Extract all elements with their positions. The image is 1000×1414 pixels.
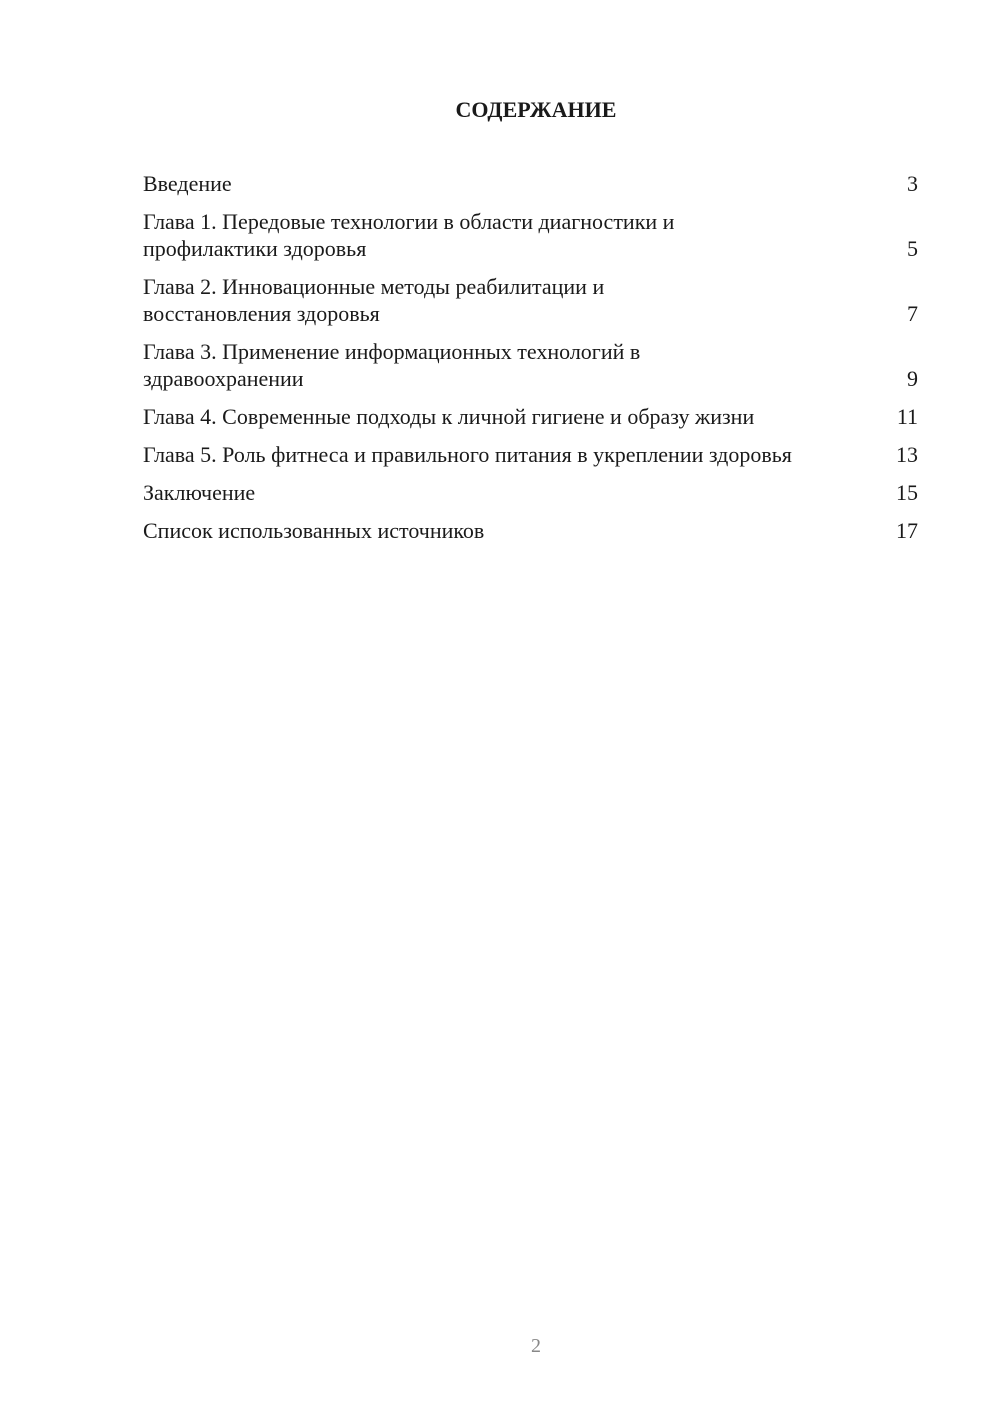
- toc-entry-label: Глава 3. Применение информационных технологий в здравоохранении: [143, 339, 641, 391]
- toc-entry-label: Глава 5. Роль фитнеса и правильного питания в укреплении здоровья: [143, 442, 792, 467]
- page-number: 2: [531, 1335, 541, 1357]
- toc-entry-label: Глава 2. Инновационные методы реабилитации и восстановления здоровья: [143, 274, 605, 326]
- toc-entry-page: 15: [896, 480, 918, 505]
- toc-entry-chapter-5[interactable]: [143, 441, 918, 468]
- toc-entry-label: Заключение: [143, 480, 256, 505]
- toc-entry-label: Введение: [143, 171, 232, 196]
- toc-entry-page: 13: [896, 442, 918, 467]
- toc-entry-page: 7: [907, 301, 918, 326]
- toc-entry-chapter-3[interactable]: [143, 338, 918, 392]
- toc-entry-chapter-4[interactable]: [143, 403, 918, 430]
- toc-entry-introduction[interactable]: [143, 170, 918, 197]
- toc-entry-label: Глава 4. Современные подходы к личной гигиене и образу жизни: [143, 404, 755, 429]
- toc-entry-conclusion[interactable]: [143, 479, 918, 506]
- toc-entry-label: Глава 1. Передовые технологии в области диагностики и профилактики здоровья: [143, 209, 675, 261]
- toc-entry-label: Список использованных источников: [143, 518, 485, 543]
- toc-entry-chapter-2[interactable]: [143, 273, 918, 327]
- toc-entry-page: 3: [907, 171, 918, 196]
- toc-entry-references[interactable]: [143, 517, 918, 544]
- toc-entry-page: 17: [896, 518, 918, 543]
- toc-entry-page: 5: [907, 236, 918, 261]
- toc-entry-page: 11: [896, 404, 918, 429]
- table-of-contents: [143, 170, 918, 555]
- toc-entry-chapter-1[interactable]: [143, 208, 918, 262]
- toc-entry-page: 9: [907, 366, 918, 391]
- page-title: СОДЕРЖАНИЕ: [455, 97, 617, 122]
